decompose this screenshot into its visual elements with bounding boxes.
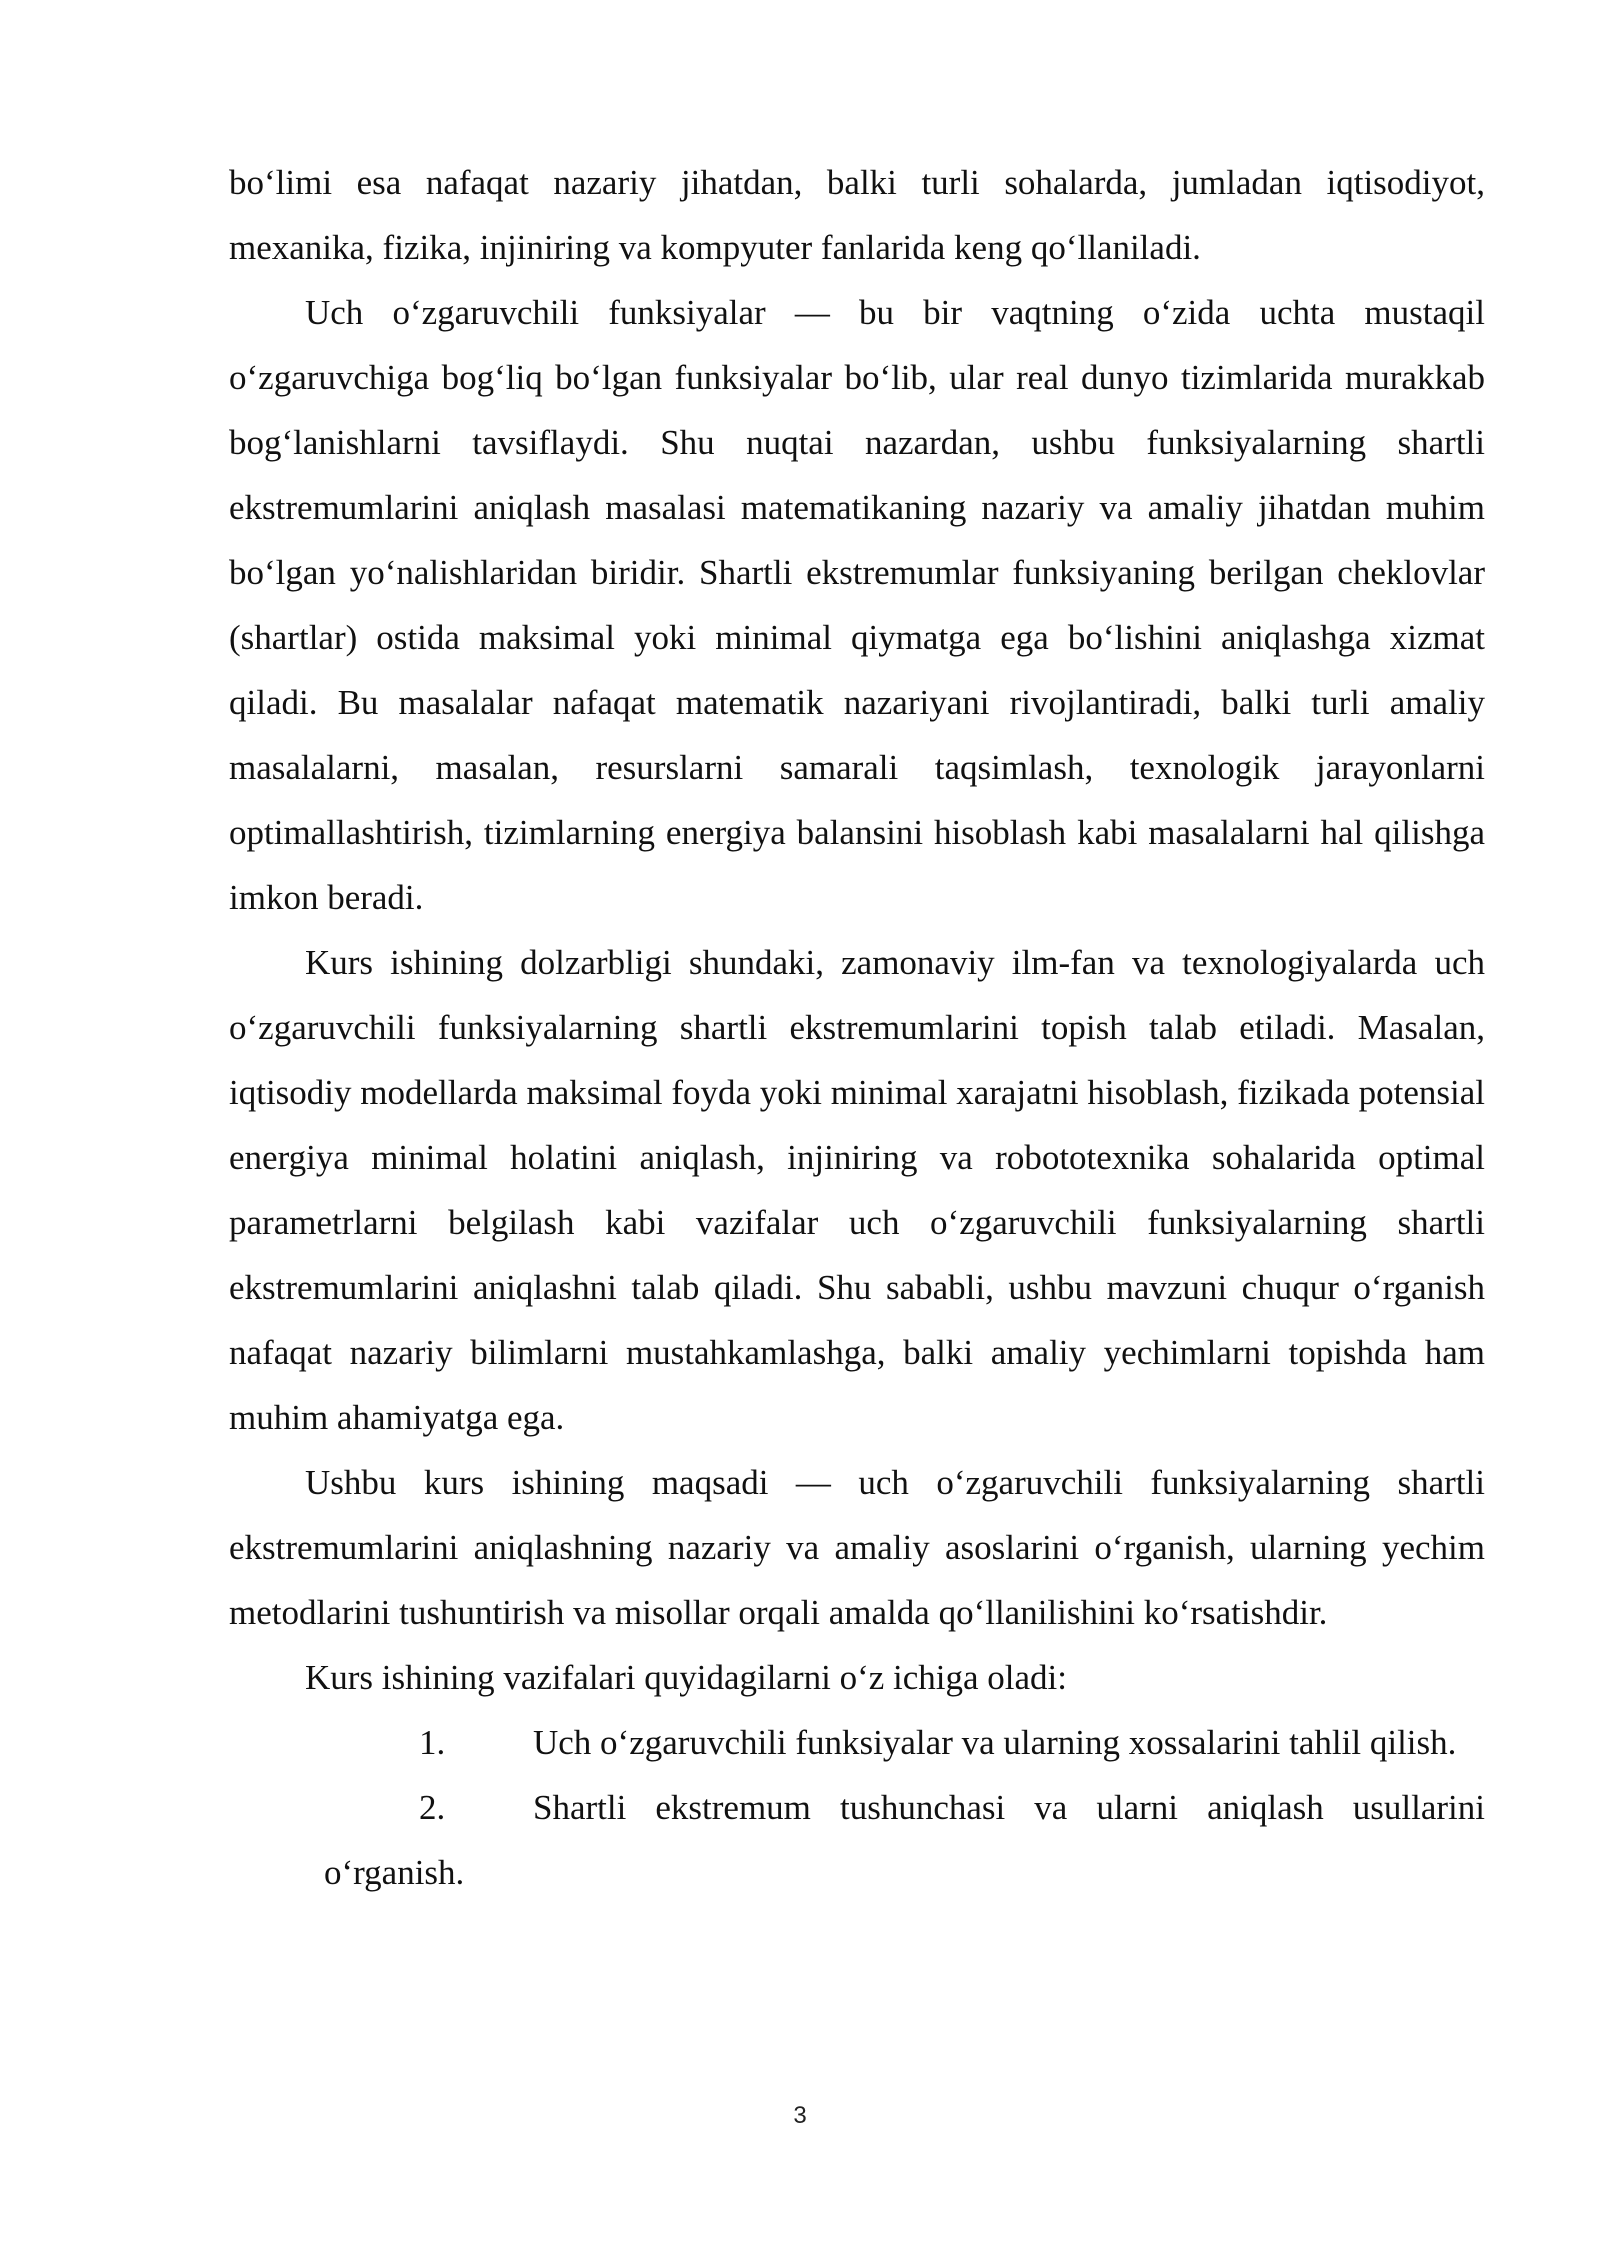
- list-item-number: 2.: [419, 1788, 446, 1827]
- body-text: [229, 150, 1485, 1905]
- list-item-text: Shartli ekstremum tushunchasi va ularni aniqlash usullarini o‘rganish.: [324, 1788, 1485, 1892]
- paragraph-tasks-intro: Kurs ishining vazifalari quyidagilarni o‘z ichiga oladi:: [305, 1658, 1068, 1697]
- list-item: [229, 1775, 1485, 1905]
- list-item-number: 1.: [419, 1723, 446, 1762]
- paragraph-goal: Ushbu kurs ishining maqsadi — uch o‘zgaruvchili funksiyalarning shartli ekstremumlarini aniqlashning nazariy va amaliy asoslarini o‘rganish, ularning yechim metodlarini tushuntirish va misollar orqali amalda qo‘llanilishini ko‘rsatishdir.: [229, 1463, 1485, 1632]
- paragraph-three-variable-functions: Uch o‘zgaruvchili funksiyalar — bu bir vaqtning o‘zida uchta mustaqil o‘zgaruvchiga bog‘liq bo‘lgan funksiyalar bo‘lib, ular real dunyo tizimlarida murakkab bog‘lanishlarni tavsiflaydi. Shu nuqtai nazardan, ushbu funksiyalarning shartli ekstremumlarini aniqlash masalasi matematikaning nazariy va amaliy jihatdan muhim bo‘lgan yo‘nalishlaridan biridir. Shartli ekstremumlar funksiyaning berilgan cheklovlar (shartlar) ostida maksimal yoki minimal qiymatga ega bo‘lishini aniqlashga xizmat qiladi. Bu masalalar nafaqat matematik nazariyani rivojlantiradi, balki turli amaliy masalalarni, masalan, resurslarni samarali taqsimlash, texnologik jarayonlarni optimallashtirish, tizimlarning energiya balansini hisoblash kabi masalalarni hal qilishga imkon beradi.: [229, 293, 1485, 917]
- paragraph-continuation: bo‘limi esa nafaqat nazariy jihatdan, balki turli sohalarda, jumladan iqtisodiyot, mexanika, fizika, injiniring va kompyuter fanlarida keng qo‘llaniladi.: [229, 163, 1485, 267]
- page-number: 3: [793, 2102, 807, 2129]
- list-item: [229, 1710, 1485, 1775]
- paragraph-relevance: Kurs ishining dolzarbligi shundaki, zamonaviy ilm-fan va texnologiyalarda uch o‘zgaruvchili funksiyalarning shartli ekstremumlarini topish talab etiladi. Masalan, iqtisodiy modellarda maksimal foyda yoki minimal xarajatni hisoblash, fizikada potensial energiya minimal holatini aniqlash, injiniring va robototexnika sohalarida optimal parametrlarni belgilash kabi vazifalar uch o‘zgaruvchili funksiyalarning shartli ekstremumlarini aniqlashni talab qiladi. Shu sababli, ushbu mavzuni chuqur o‘rganish nafaqat nazariy bilimlarni mustahkamlashga, balki amaliy yechimlarni topishda ham muhim ahamiyatga ega.: [229, 943, 1485, 1437]
- list-item-text: Uch o‘zgaruvchili funksiyalar va ularning xossalarini tahlil qilish.: [533, 1723, 1457, 1762]
